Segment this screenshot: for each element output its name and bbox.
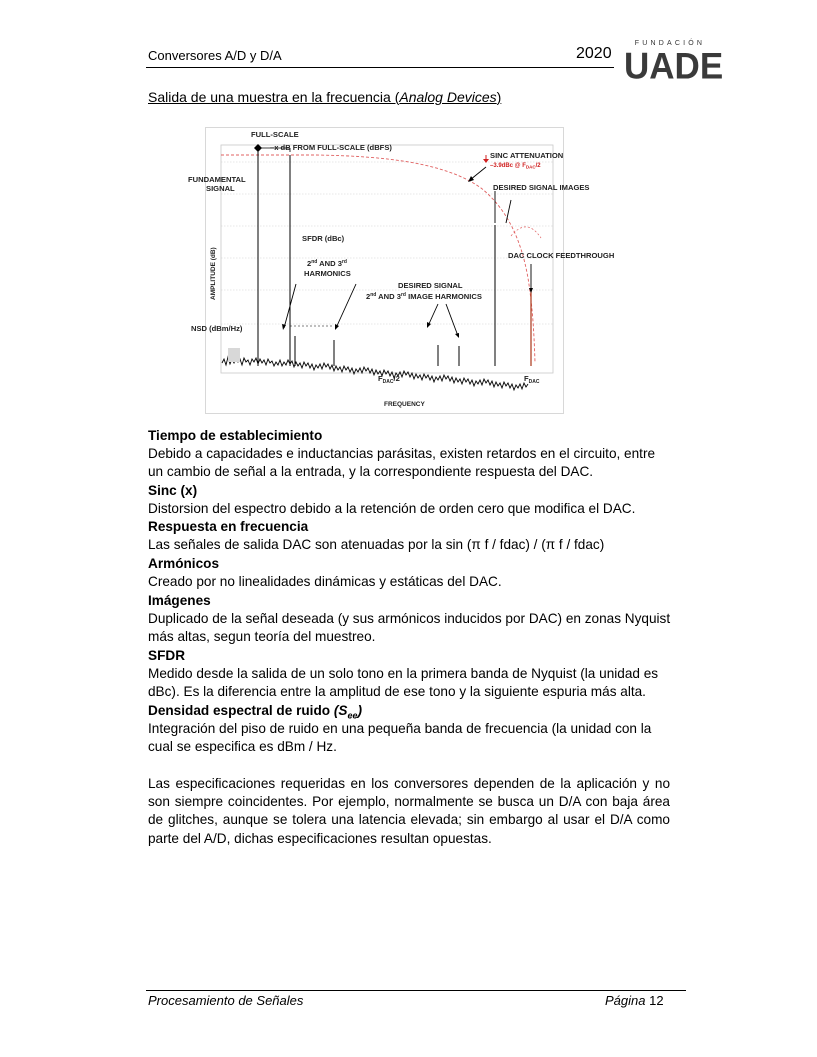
heading-images: Imágenes — [148, 593, 211, 608]
paragraph-noise-density-2: cual se especifica es dBm / Hz. — [148, 739, 337, 754]
heading-noise-density: Densidad espectral de ruido $(S_{ee})$ — [148, 703, 362, 721]
footer-divider — [146, 990, 686, 991]
logo-wordmark: UADE — [624, 46, 724, 87]
heading-harmonics: Armónicos — [148, 556, 220, 571]
label-attenuation-value: –3.9dBc @ $F_{DAC}/2$ — [490, 163, 541, 170]
heading-frequency-response: Respuesta en frecuencia — [148, 519, 309, 534]
paragraph-settling-1: Debido a capacidades e inductancias parásitas, existen retardos en el circuito, entre — [148, 446, 656, 461]
paragraph-harmonics: Creado por no linealidades dinámicas y estáticas del DAC. — [148, 574, 502, 589]
paragraph-images-2: más altas, segun teoría del muestreo. — [148, 629, 376, 644]
section-title — [148, 89, 501, 105]
label-fundamental-2: SIGNAL — [206, 184, 235, 193]
paragraph-frequency-response: Las señales de salida DAC son atenuadas por la sin (π f / fdac) / (π f / fdac) — [148, 537, 605, 552]
label-frequency: FREQUENCY — [384, 401, 425, 408]
label-nsd: NSD (dBm/Hz) — [191, 324, 243, 333]
paragraph-settling-2: un cambio de señal a la entrada, y la correspondiente respuesta del DAC. — [148, 464, 594, 479]
heading-sfdr: SFDR — [148, 648, 186, 663]
section-title-suffix: ) — [496, 89, 502, 105]
document-header-title: Conversores A/D y D/A — [148, 48, 282, 63]
label-amplitude: AMPLITUDE (dB) — [210, 247, 217, 300]
heading-settling-time: Tiempo de establecimiento — [148, 428, 323, 443]
document-header-year: 2020 — [576, 45, 612, 62]
label-fdac: $F_{DAC}$ — [524, 374, 540, 385]
label-sfdr: SFDR (dBc) — [302, 234, 345, 243]
annotation-arrows — [284, 167, 531, 336]
paragraph-sfdr-1: Medido desde la salida de un solo tono en la primera banda de Nyquist (la unidad es — [148, 666, 659, 681]
footer-course-title: Procesamiento de Señales — [148, 993, 304, 1008]
nsd-band — [228, 348, 240, 362]
header-divider — [146, 67, 614, 68]
section-title-prefix: Salida de una muestra en la frecuencia ( — [148, 89, 400, 105]
uade-logo — [624, 40, 724, 87]
label-desired-signal: DESIRED SIGNAL — [398, 281, 463, 290]
label-harmonics-2: HARMONICS — [304, 269, 351, 278]
sinc-lobe — [511, 227, 541, 238]
label-fundamental-1: FUNDAMENTAL — [188, 175, 246, 184]
heading-sinc: Sinc (x) — [148, 483, 198, 498]
label-dac-clock: DAC CLOCK FEEDTHROUGH — [508, 251, 615, 260]
section-title-source: Analog Devices — [399, 89, 497, 105]
footer-page-number: Página 12 — [605, 993, 664, 1008]
paragraph-images-1: Duplicado de la señal deseada (y sus armónicos inducidos por DAC) en zonas Nyquist — [148, 611, 671, 626]
frequency-spectrum-figure — [188, 127, 615, 414]
plot-frame — [221, 145, 553, 373]
label-full-scale: FULL-SCALE — [251, 130, 299, 139]
spectrum-diagram — [188, 128, 615, 413]
label-fdac-half: $F_{DAC}/2$ — [378, 374, 400, 385]
noise-floor — [222, 357, 528, 390]
label-image-harmonics: 2nd AND 3rd IMAGE HARMONICS — [366, 292, 482, 301]
sinc-curve — [221, 155, 535, 363]
paragraph-specifications: Las especificaciones requeridas en los conversores dependen de la aplicación y no son siempre coincidentes. Por ejemplo, normalmente se busca un D/A con baja área de glitches, aunque se tolera una latencia elevada; sin embargo al usar el D/A como parte del A/D, dichas especificaciones resultan opuestas. — [148, 776, 670, 846]
paragraph-sinc: Distorsion del espectro debido a la retención de orden cero que modifica el DAC. — [148, 501, 636, 516]
logo-subtitle: FUNDACIÓN — [634, 40, 706, 47]
label-desired-images: DESIRED SIGNAL IMAGES — [493, 183, 590, 192]
label-x-db: –x dB FROM FULL-SCALE (dBFS) — [270, 143, 392, 152]
paragraph-noise-density-1: Integración del piso de ruido en una pequeña banda de frecuencia (la unidad con la — [148, 721, 652, 736]
label-sinc-attenuation: SINC ATTENUATION — [490, 151, 564, 160]
paragraph-sfdr-2: dBc). Es la diferencia entre la amplitud de ese tono y la siguiente espuria más alta. — [148, 684, 646, 699]
label-harmonics-1: 2nd AND 3rd — [307, 259, 347, 268]
